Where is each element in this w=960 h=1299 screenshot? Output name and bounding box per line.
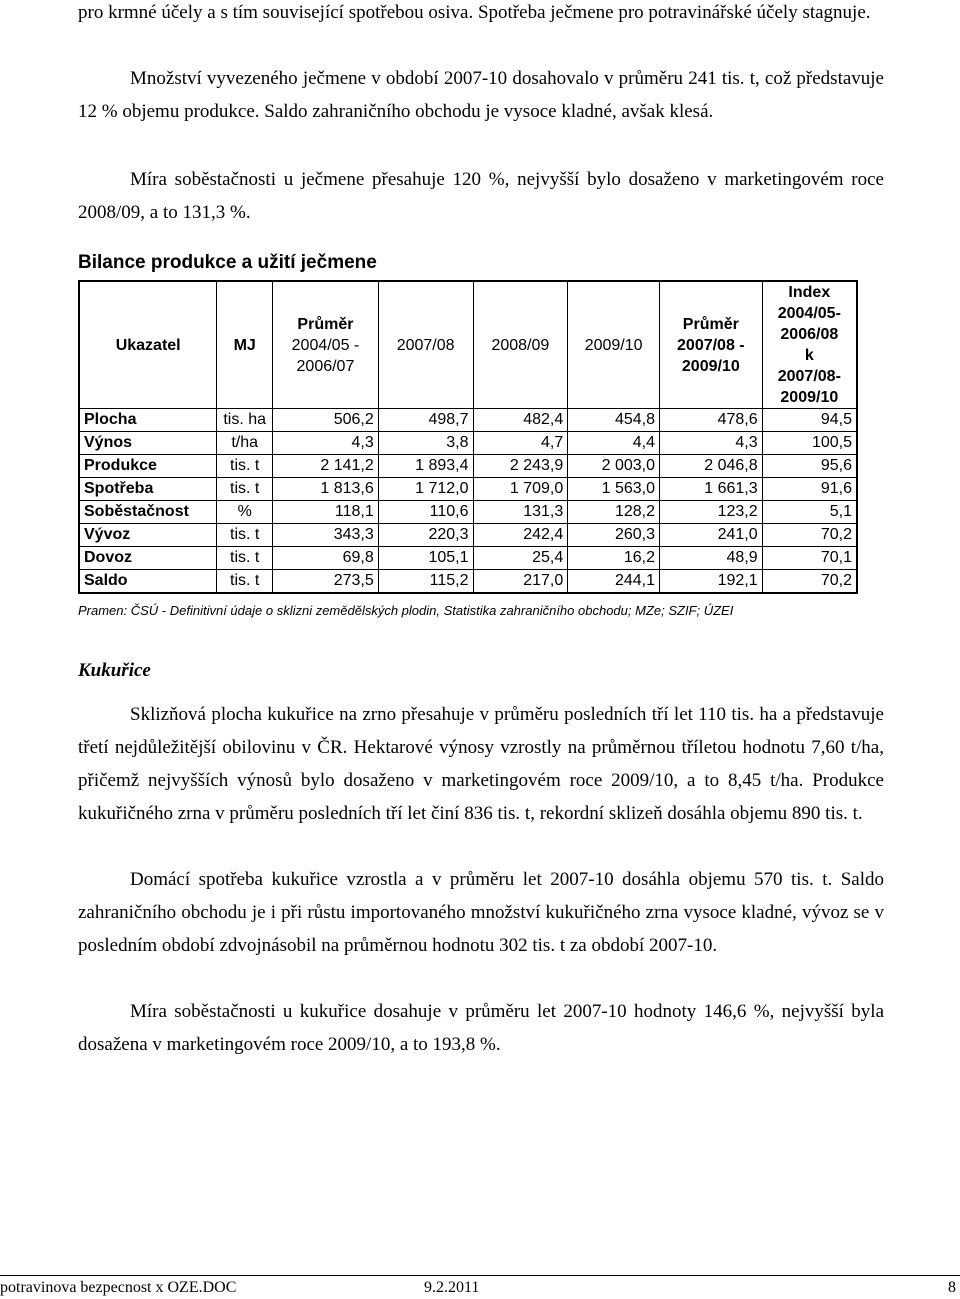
cell-avg2: 2 046,8: [659, 455, 762, 478]
cell-avg2: 478,6: [659, 409, 762, 432]
section-heading-kukurice: Kukuřice: [78, 660, 151, 681]
row-unit: tis. t: [217, 478, 273, 501]
paragraph-kukurice-consumption: Domácí spotřeba kukuřice vzrostla a v průměru let 2007-10 dosáhla objemu 570 tis. t. Saldo zahraničního obchodu je i při růstu importovaného množství kukuřičného zrna vysoce kladné, vývoz se v posledním období zdvojnásobil na průměrnou hodnotu 302 tis. t za období 2007-10.: [78, 869, 884, 956]
cell-index: 70,1: [762, 547, 857, 570]
table-row-sobestacnost: [79, 501, 857, 524]
cell-2007-08: 1 893,4: [378, 455, 473, 478]
table-header-row: [79, 281, 857, 409]
header-avg1-line3: 2006/07: [296, 357, 355, 375]
row-unit: %: [217, 501, 273, 524]
header-avg2-line3: 2009/10: [681, 357, 740, 375]
cell-2009-10: 260,3: [568, 524, 660, 547]
header-avg2-line2: 2007/08 -: [677, 336, 745, 354]
cell-2008-09: 25,4: [473, 547, 568, 570]
row-unit: tis. t: [217, 524, 273, 547]
footer-page-number: 8: [948, 1279, 956, 1296]
cell-avg2: 123,2: [659, 501, 762, 524]
cell-2008-09: 1 709,0: [473, 478, 568, 501]
paragraph-continuation: pro krmné účely a s tím související spotřebou osiva. Spotřeba ječmene pro potravinářské účely stagnuje.: [78, 2, 871, 23]
cell-2008-09: 131,3: [473, 501, 568, 524]
header-2008-09: 2008/09: [473, 281, 568, 409]
page-footer: [0, 1275, 960, 1299]
row-label: Dovoz: [79, 547, 217, 570]
cell-index: 70,2: [762, 570, 857, 594]
bilance-table: [78, 280, 858, 594]
cell-2008-09: 217,0: [473, 570, 568, 594]
row-label: Vývoz: [79, 524, 217, 547]
table-source: Pramen: ČSÚ - Definitivní údaje o sklizni zemědělských plodin, Statistika zahraničního obchodu; MZe; SZIF; ÚZEI: [78, 603, 734, 618]
table-row-vynos: [79, 432, 857, 455]
header-index-line1: Index: [788, 284, 831, 301]
cell-index: 5,1: [762, 501, 857, 524]
table-row-spotreba: [79, 478, 857, 501]
cell-avg1: 4,3: [273, 432, 379, 455]
row-unit: tis. t: [217, 570, 273, 594]
row-unit: tis. ha: [217, 409, 273, 432]
cell-avg1: 273,5: [273, 570, 379, 594]
header-index-line5: 2007/08-: [777, 368, 841, 385]
cell-avg2: 192,1: [659, 570, 762, 594]
header-avg1-line2: 2004/05 -: [291, 336, 360, 354]
cell-avg1: 2 141,2: [273, 455, 379, 478]
header-2009-10: 2009/10: [568, 281, 660, 409]
paragraph-kukurice-self-sufficiency: Míra soběstačnosti u kukuřice dosahuje v průměru let 2007-10 hodnoty 146,6 %, nejvyšší byla dosažena v marketingovém roce 2009/10, a to 193,8 %.: [78, 1001, 884, 1055]
paragraph-kukurice-production: Sklizňová plocha kukuřice na zrno přesahuje v průměru posledních tří let 110 tis. ha a představuje třetí nejdůležitější obilovinu v ČR. Hektarové výnosy vzrostly na průměrnou tříletou hodnotu 7,60 t/ha, přičemž nejvyšších výnosů bylo dosaženo v marketingovém roce 2009/10, a to 8,45 t/ha. Produkce kukuřičného zrna v průměru posledních tří let činí 836 tis. t, rekordní sklizeň dosáhla objemu 890 tis. t.: [78, 704, 884, 824]
table-row-plocha: [79, 409, 857, 432]
cell-2007-08: 220,3: [378, 524, 473, 547]
paragraph-self-sufficiency: Míra soběstačnosti u ječmene přesahuje 120 %, nejvyšší bylo dosaženo v marketingovém roce 2008/09, a to 131,3 %.: [78, 169, 884, 223]
cell-index: 70,2: [762, 524, 857, 547]
paragraph-export: Množství vyvezeného ječmene v období 2007-10 dosahovalo v průměru 241 tis. t, což představuje 12 % objemu produkce. Saldo zahraničního obchodu je vysoce kladné, avšak klesá.: [78, 68, 884, 122]
cell-2008-09: 482,4: [473, 409, 568, 432]
cell-2009-10: 4,4: [568, 432, 660, 455]
cell-index: 100,5: [762, 432, 857, 455]
row-label: Plocha: [79, 409, 217, 432]
header-avg-2004-2007: [273, 281, 379, 409]
cell-2007-08: 110,6: [378, 501, 473, 524]
cell-2009-10: 128,2: [568, 501, 660, 524]
row-label: Saldo: [79, 570, 217, 594]
cell-avg2: 1 661,3: [659, 478, 762, 501]
header-index-line6: 2009/10: [780, 389, 839, 406]
header-2007-08: 2007/08: [378, 281, 473, 409]
cell-2008-09: 2 243,9: [473, 455, 568, 478]
table-row-produkce: [79, 455, 857, 478]
cell-2009-10: 454,8: [568, 409, 660, 432]
cell-2008-09: 4,7: [473, 432, 568, 455]
cell-2009-10: 1 563,0: [568, 478, 660, 501]
cell-avg1: 343,3: [273, 524, 379, 547]
cell-2008-09: 242,4: [473, 524, 568, 547]
row-unit: tis. t: [217, 547, 273, 570]
cell-2007-08: 1 712,0: [378, 478, 473, 501]
cell-index: 94,5: [762, 409, 857, 432]
cell-index: 95,6: [762, 455, 857, 478]
table-title: Bilance produkce a užití ječmene: [78, 252, 377, 273]
cell-2007-08: 115,2: [378, 570, 473, 594]
header-index-line4: k: [804, 347, 814, 364]
cell-index: 91,6: [762, 478, 857, 501]
cell-avg1: 506,2: [273, 409, 379, 432]
cell-2007-08: 105,1: [378, 547, 473, 570]
row-label: Soběstačnost: [79, 501, 217, 524]
header-index: [762, 281, 857, 409]
cell-avg1: 118,1: [273, 501, 379, 524]
table-row-saldo: [79, 570, 857, 594]
header-ukazatel: Ukazatel: [79, 281, 217, 409]
cell-2007-08: 3,8: [378, 432, 473, 455]
footer-date: 9.2.2011: [424, 1279, 480, 1296]
header-avg2-line1: Průměr: [682, 315, 739, 333]
row-label: Výnos: [79, 432, 217, 455]
cell-2009-10: 2 003,0: [568, 455, 660, 478]
cell-avg1: 1 813,6: [273, 478, 379, 501]
row-label: Spotřeba: [79, 478, 217, 501]
header-avg-2007-2010: [659, 281, 762, 409]
cell-avg2: 48,9: [659, 547, 762, 570]
table-row-dovoz: [79, 547, 857, 570]
cell-avg2: 241,0: [659, 524, 762, 547]
cell-2009-10: 16,2: [568, 547, 660, 570]
cell-2007-08: 498,7: [378, 409, 473, 432]
row-unit: tis. t: [217, 455, 273, 478]
row-label: Produkce: [79, 455, 217, 478]
footer-filename: potravinova bezpecnost x OZE.DOC: [0, 1279, 237, 1296]
header-mj: MJ: [217, 281, 273, 409]
header-avg1-line1: Průměr: [297, 315, 354, 333]
header-index-line2: 2004/05-: [777, 305, 841, 322]
row-unit: t/ha: [217, 432, 273, 455]
cell-avg2: 4,3: [659, 432, 762, 455]
cell-avg1: 69,8: [273, 547, 379, 570]
cell-2009-10: 244,1: [568, 570, 660, 594]
header-index-line3: 2006/08: [780, 326, 839, 343]
table-row-vyvoz: [79, 524, 857, 547]
